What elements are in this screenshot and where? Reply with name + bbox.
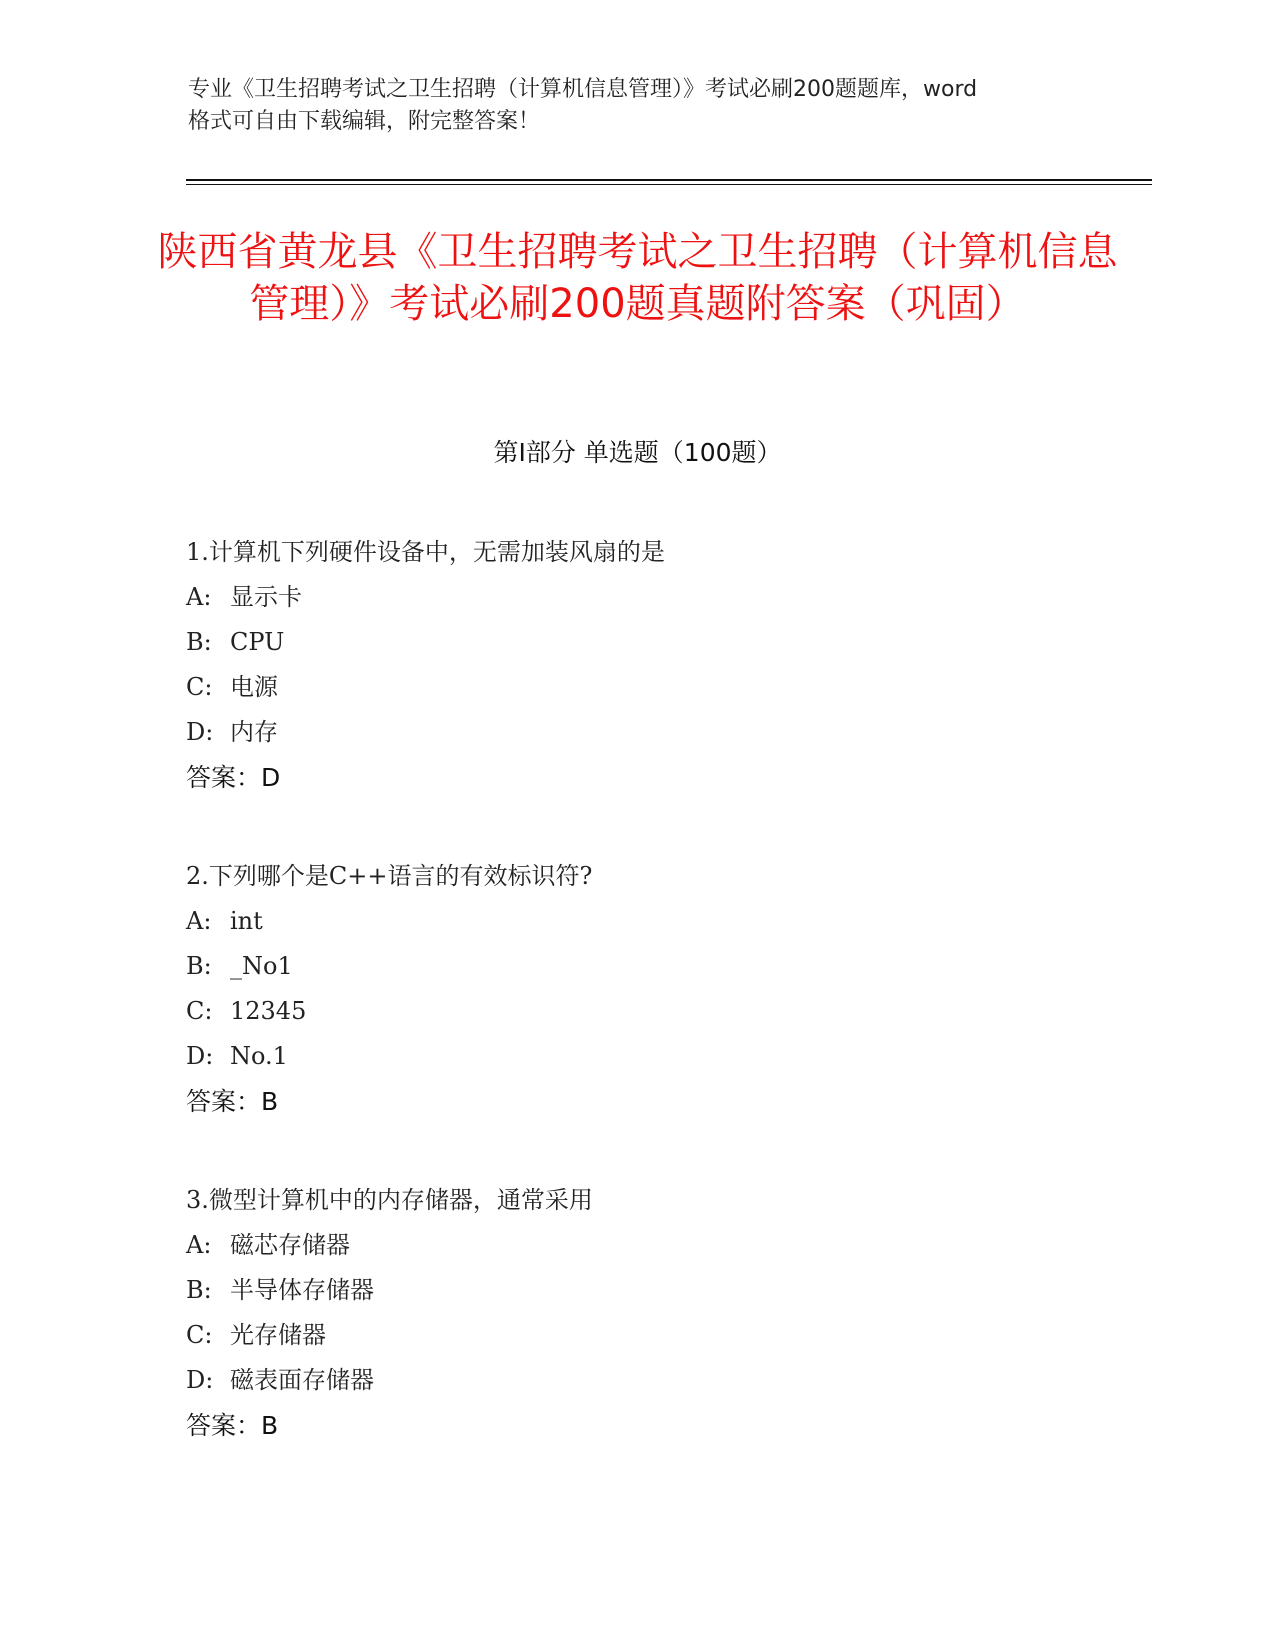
option-letter: C: [186,1321,213,1349]
option-text: _No1 [230,952,293,980]
option-a [186,1223,1146,1268]
option-text: 显示卡 [230,583,302,611]
document-title: 陕西省黄龙县《卫生招聘考试之卫生招聘（计算机信息管理）》考试必刷200题真题附答案（巩固） [157,229,1118,327]
header-divider-thin [186,184,1152,185]
question-1 [186,530,1146,800]
option-d [186,1358,1146,1403]
question-stem: 3.微型计算机中的内存储器，通常采用 [186,1186,593,1214]
header-divider-thick [186,179,1152,181]
option-text: 磁芯存储器 [230,1231,350,1259]
question-2 [186,854,1146,1124]
header-line-1: 专业《卫生招聘考试之卫生招聘（计算机信息管理）》考试必刷200题题库，word [188,77,978,102]
option-text: No.1 [230,1042,288,1070]
question-stem: 1.计算机下列硬件设备中，无需加装风扇的是 [186,538,665,566]
option-text: 电源 [230,673,278,701]
option-d [186,1034,1146,1079]
document-header-note [188,74,1088,138]
option-text: 内存 [230,718,278,746]
option-text: 12345 [230,997,307,1025]
answer-line: 答案：B [186,1087,279,1116]
option-text: 光存储器 [230,1321,326,1349]
option-letter: B: [186,1276,212,1304]
option-text: int [230,907,263,935]
option-b [186,620,1146,665]
question-stem: 2.下列哪个是C++语言的有效标识符? [186,862,593,890]
option-letter: C: [186,673,213,701]
option-letter: A: [186,583,212,611]
option-c [186,1313,1146,1358]
option-letter: B: [186,952,212,980]
option-text: CPU [230,628,285,656]
option-letter: A: [186,907,212,935]
option-b [186,944,1146,989]
option-text: 磁表面存储器 [230,1366,374,1394]
option-letter: C: [186,997,213,1025]
option-letter: D: [186,718,214,746]
question-3 [186,1178,1146,1448]
section-heading: 第I部分 单选题（100题） [493,438,782,467]
option-a [186,575,1146,620]
header-line-2: 格式可自由下载编辑，附完整答案！ [188,109,541,134]
question-list [186,530,1146,1502]
option-letter: A: [186,1231,212,1259]
option-c [186,665,1146,710]
option-b [186,1268,1146,1313]
answer-line: 答案：B [186,1411,279,1440]
option-letter: D: [186,1366,214,1394]
answer-line: 答案：D [186,763,281,792]
option-a [186,899,1146,944]
option-text: 半导体存储器 [230,1276,374,1304]
option-d [186,710,1146,755]
option-letter: D: [186,1042,214,1070]
option-letter: B: [186,628,212,656]
option-c [186,989,1146,1034]
